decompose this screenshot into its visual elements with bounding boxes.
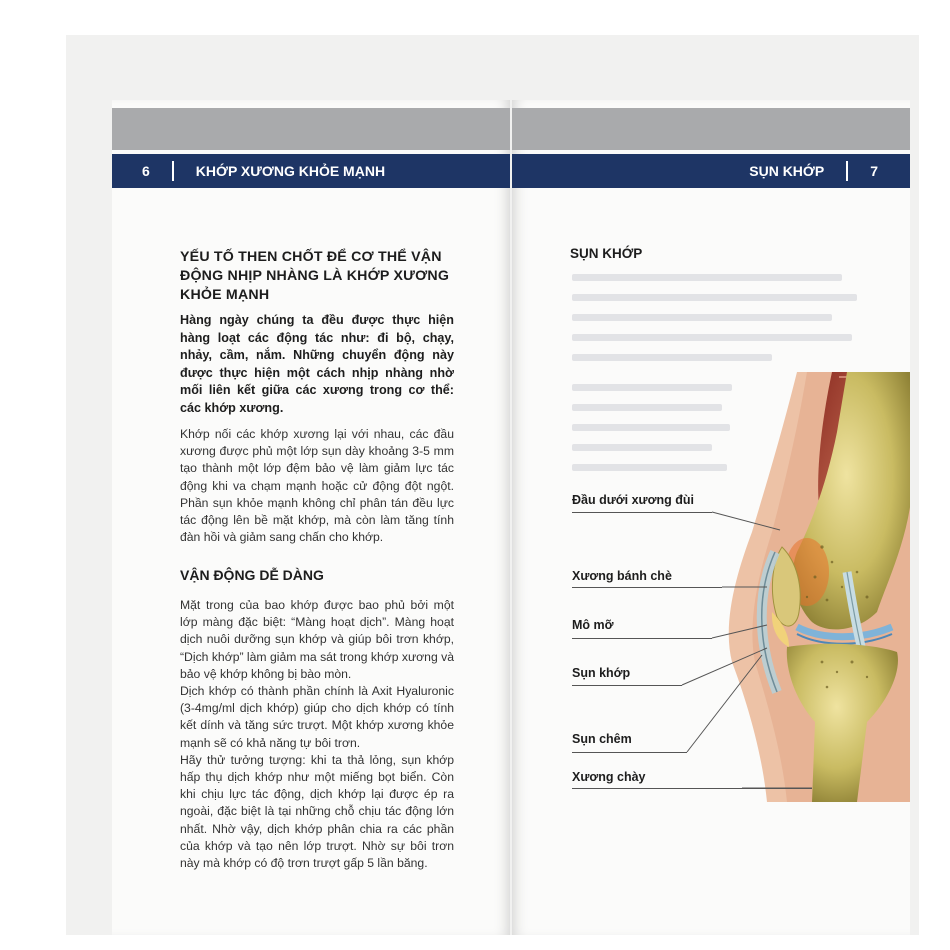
label-cartilage: Sụn khớp [572, 666, 631, 680]
header-separator [172, 161, 174, 181]
label-underline [572, 512, 712, 513]
running-title-left: KHỚP XƯƠNG KHỎE MẠNH [195, 163, 386, 179]
section-heading: SỤN KHỚP [570, 246, 643, 261]
body-paragraph-4: Hãy thử tưởng tượng: khi ta thả lỏng, sụn khớp hấp thụ dịch khớp như một miếng bọt biển. Còn khi chịu lực tác động, dịch khớp lại được ép ra ngoài, đặc biệt là tại những chỗ chịu tác động lớn nhất. Nhờ vậy, dịch khớp phân chia ra các phần của khớp và tạo nên lớp trượt. Nhờ sự bôi trơn này mà khớp có độ trơn trượt gấp 5 lần băng. [180, 752, 454, 871]
label-meniscus: Sụn chêm [572, 732, 632, 746]
header-gray-band [112, 108, 510, 150]
page-number-right: 7 [870, 163, 878, 179]
page-title: YẾU TỐ THEN CHỐT ĐỂ CƠ THỂ VẬN ĐỘNG NHỊP NHÀNG LÀ KHỚP XƯƠNG KHỎE MẠNH [180, 249, 450, 303]
label-underline [572, 788, 812, 789]
left-page [112, 100, 510, 935]
label-patella: Xương bánh chè [572, 569, 672, 583]
running-header-left [112, 154, 510, 188]
header-gray-band [512, 108, 910, 150]
right-page [512, 100, 910, 935]
body-paragraph-3: Dịch khớp có thành phần chính là Axit Hyaluronic (3-4mg/ml dịch khớp) giúp cho dịch khớp có tính kết dính và tăng sức trượt. Một khớp xương khỏe mạnh sẽ có khả năng tự bôi trơn. [180, 684, 454, 750]
section-subheading: VẬN ĐỘNG DỄ DÀNG [180, 567, 324, 583]
intro-paragraph: Hàng ngày chúng ta đều được thực hiện hàng loạt các động tác như: đi bộ, chạy, nhảy, cầm, nắm. Những chuyển động này được thực hiện một cách nhịp nhàng nhờ mối liên kết giữa các xương trong cơ thể: các khớp xương. [180, 313, 454, 415]
page-number-left: 6 [142, 163, 150, 179]
running-header-right [512, 154, 910, 188]
label-underline [572, 587, 722, 588]
label-fat-pad: Mô mỡ [572, 618, 614, 632]
label-underline [572, 638, 712, 639]
header-separator [846, 161, 848, 181]
section-body [180, 597, 454, 872]
body-paragraph-2: Mặt trong của bao khớp được bao phủ bởi một lớp màng đặc biệt: “Màng hoạt dịch”. Màng hoạt dịch nuôi dưỡng sụn khớp và giúp bôi trơn khớp, “Dịch khớp” làm giảm ma sát trong khớp xương và bảo vệ khớp không bị bào mòn. [180, 598, 454, 681]
running-title-right: SỤN KHỚP [749, 163, 825, 179]
body-paragraph-1: Khớp nối các khớp xương lại với nhau, các đầu xương được phủ một lớp sụn dày khoảng 3-5 mm tạo thành một lớp đệm bảo vệ làm giảm lực tác động khi va chạm mạnh hoặc cử động đột ngột. Phần sụn khỏe mạnh không chỉ phân tán đều lực tác động lên bề mặt khớp, mà còn làm tăng tính đàn hồi và giảm sang chấn cho khớp. [180, 427, 454, 545]
label-underline [572, 752, 687, 753]
knee-joint-illustration [727, 372, 910, 802]
label-underline [572, 685, 682, 686]
label-tibia: Xương chày [572, 770, 646, 784]
label-femur: Đầu dưới xương đùi [572, 493, 694, 507]
